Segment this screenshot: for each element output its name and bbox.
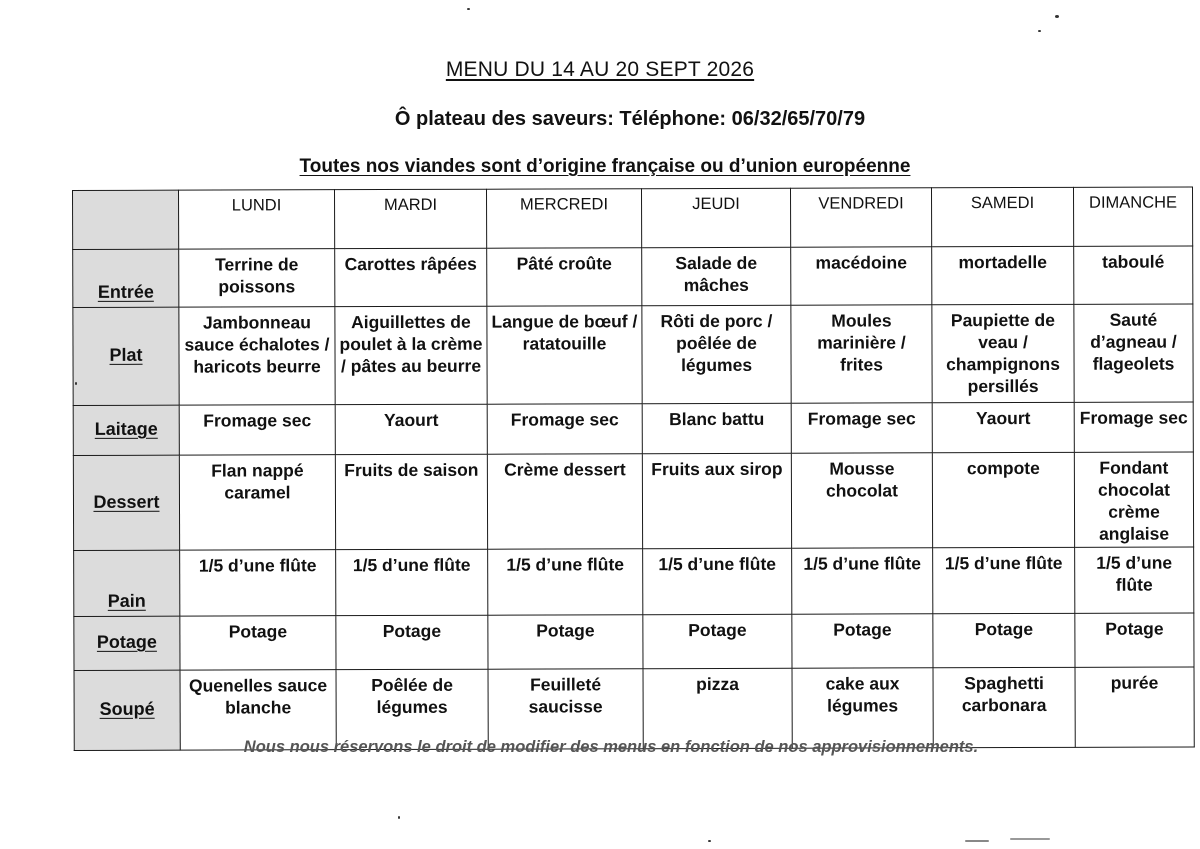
menu-cell: 1/5 d’une flûte bbox=[933, 547, 1075, 613]
meat-origin-notice: Toutes nos viandes sont d’origine française ou d’union européenne bbox=[299, 156, 911, 177]
day-header: JEUDI bbox=[641, 188, 790, 247]
course-label: Potage bbox=[74, 616, 180, 670]
menu-cell: Salade de mâches bbox=[642, 247, 791, 305]
menu-cell: Feuilleté saucisse bbox=[488, 669, 643, 749]
menu-cell: Yaourt bbox=[932, 402, 1074, 452]
menu-cell: Quenelles sauce blanche bbox=[180, 670, 336, 750]
restaurant-contact: Ô plateau des saveurs: Téléphone: 06/32/65/70/79 bbox=[394, 108, 866, 130]
menu-cell: Potage bbox=[488, 615, 643, 669]
menu-cell: Yaourt bbox=[335, 404, 487, 454]
menu-cell: Aiguillettes de poulet à la crème / pâtes au beurre bbox=[335, 306, 487, 404]
menu-cell: Blanc battu bbox=[642, 403, 791, 453]
menu-cell: Poêlée de légumes bbox=[336, 669, 488, 749]
menu-cell: 1/5 d’une flûte bbox=[488, 549, 643, 615]
days-header-row bbox=[73, 187, 1193, 250]
course-label: Plat bbox=[73, 307, 179, 405]
menu-cell: Crème dessert bbox=[487, 454, 642, 549]
day-header: MARDI bbox=[335, 189, 487, 248]
menu-cell: Jambonneau sauce échalotes / haricots beurre bbox=[179, 307, 335, 405]
menu-cell: cake aux légumes bbox=[792, 668, 933, 748]
scan-speck bbox=[965, 840, 989, 842]
menu-cell: purée bbox=[1075, 667, 1194, 747]
menu-cell: pizza bbox=[643, 668, 792, 748]
menu-cell: Carottes râpées bbox=[335, 248, 487, 306]
day-header: VENDREDI bbox=[790, 188, 931, 247]
course-label: Pain bbox=[74, 550, 180, 616]
menu-cell: Potage bbox=[933, 613, 1075, 667]
menu-cell: Langue de bœuf / ratatouille bbox=[487, 306, 642, 404]
day-header: MERCREDI bbox=[486, 189, 641, 248]
menu-cell: Terrine de poissons bbox=[179, 249, 335, 307]
scan-speck bbox=[708, 840, 711, 842]
menu-cell: macédoine bbox=[791, 247, 932, 305]
course-label: Entrée bbox=[73, 249, 179, 307]
menu-cell: Potage bbox=[792, 614, 933, 668]
menu-cell: Fromage sec bbox=[487, 404, 642, 454]
menu-title: MENU DU 14 AU 20 SEPT 2026 bbox=[445, 58, 755, 81]
menu-cell: Flan nappé caramel bbox=[179, 455, 335, 550]
table-row bbox=[74, 613, 1194, 671]
menu-cell: Spaghetti carbonara bbox=[933, 667, 1075, 747]
menu-cell: 1/5 d’une flûte bbox=[1075, 547, 1194, 613]
scan-speck bbox=[75, 382, 77, 385]
menu-cell: compote bbox=[932, 452, 1074, 547]
table-row bbox=[73, 402, 1193, 456]
table-row bbox=[73, 246, 1193, 308]
menu-cell: Pâté croûte bbox=[487, 248, 642, 306]
table-row bbox=[73, 304, 1193, 406]
supply-disclaimer: Nous nous réservons le droit de modifier des menus en fonction de nos approvisionnements. bbox=[243, 738, 979, 756]
day-header: DIMANCHE bbox=[1073, 187, 1192, 246]
day-header: SAMEDI bbox=[931, 187, 1073, 246]
course-label: Dessert bbox=[73, 455, 179, 550]
menu-cell: Paupiette de veau / champignons persillés bbox=[932, 304, 1074, 402]
menu-cell: Potage bbox=[643, 614, 792, 668]
weekly-menu-table bbox=[72, 186, 1195, 751]
menu-cell: 1/5 d’une flûte bbox=[180, 550, 336, 616]
scan-speck bbox=[1010, 838, 1050, 840]
menu-cell: Fromage sec bbox=[1074, 402, 1193, 452]
scan-speck bbox=[1038, 30, 1041, 32]
menu-cell: mortadelle bbox=[932, 246, 1074, 304]
menu-cell: Rôti de porc / poêlée de légumes bbox=[642, 305, 791, 403]
menu-cell: Moules marinière / frites bbox=[791, 305, 932, 403]
menu-cell: taboulé bbox=[1074, 246, 1193, 304]
menu-cell: Potage bbox=[336, 615, 488, 669]
course-label: Soupé bbox=[74, 670, 180, 750]
menu-cell: Fromage sec bbox=[791, 403, 932, 453]
scan-speck bbox=[398, 816, 400, 819]
menu-cell: Sauté d’agneau / flageolets bbox=[1074, 304, 1193, 402]
table-row bbox=[73, 452, 1193, 551]
menu-cell: Fondant chocolat crème anglaise bbox=[1074, 452, 1193, 547]
table-row bbox=[74, 547, 1194, 617]
menu-cell: 1/5 d’une flûte bbox=[336, 549, 488, 615]
menu-cell: 1/5 d’une flûte bbox=[643, 548, 792, 614]
menu-cell: Fromage sec bbox=[179, 405, 335, 455]
menu-cell: 1/5 d’une flûte bbox=[792, 548, 933, 614]
menu-cell: Mousse chocolat bbox=[791, 453, 932, 548]
course-label: Laitage bbox=[73, 405, 179, 455]
menu-cell: Fruits aux sirop bbox=[642, 453, 791, 548]
day-header: LUNDI bbox=[179, 190, 335, 249]
menu-cell: Potage bbox=[1075, 613, 1194, 667]
menu-cell: Fruits de saison bbox=[335, 454, 487, 549]
scan-speck bbox=[1055, 15, 1059, 18]
menu-cell: Potage bbox=[180, 616, 336, 670]
corner-cell bbox=[73, 190, 179, 249]
scan-speck bbox=[467, 8, 470, 10]
